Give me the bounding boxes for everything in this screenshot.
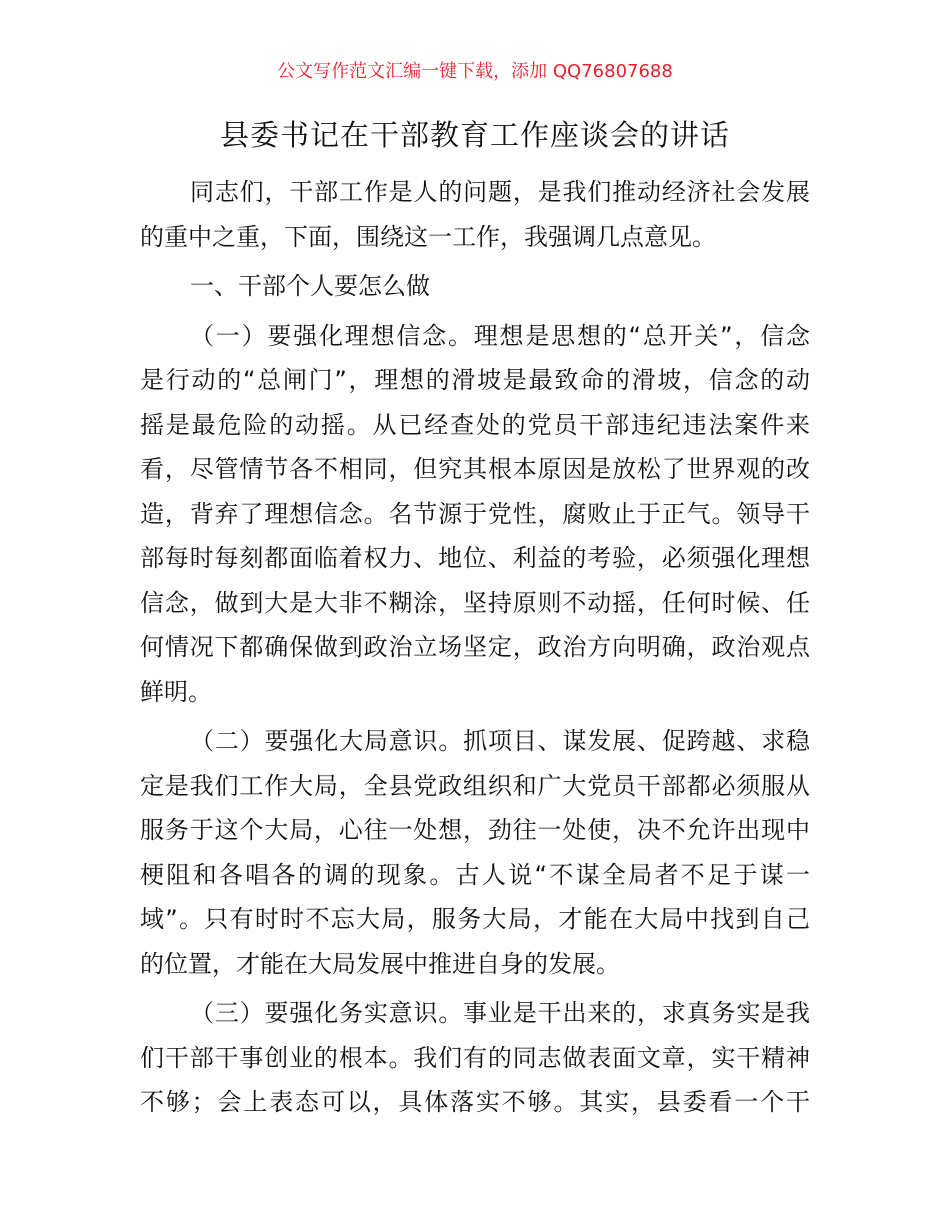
text-line: 是行动的“总闸门”，理想的滑坡是最致命的滑坡，信念的动 — [140, 366, 810, 394]
text-line: 不够；会上表态可以，具体落实不够。其实，县委看一个干 — [140, 1088, 810, 1116]
text-line: 看，尽管情节各不相同，但究其根本原因是放松了世界观的改 — [140, 455, 810, 483]
text-line: 域”。只有时时不忘大局，服务大局，才能在大局中找到自己 — [140, 905, 810, 933]
text-line: 的位置，才能在大局发展中推进自身的发展。 — [140, 949, 620, 978]
text-line: （二）要强化大局意识。抓项目、谋发展、促跨越、求稳 — [190, 727, 810, 755]
text-line: 定是我们工作大局，全县党政组织和广大党员干部都必须服从 — [140, 771, 810, 800]
text-line: 梗阻和各唱各的调的现象。古人说“不谋全局者不足于谋一 — [140, 860, 810, 889]
text-line: 服务于这个大局，心往一处想，劲往一处使，决不允许出现中 — [140, 816, 810, 844]
paragraph — [140, 719, 810, 986]
text-line: 何情况下都确保做到政治立场坚定，政治方向明确，政治观点 — [140, 633, 810, 661]
text-line: 造，背弃了理想信念。名节源于党性，腐败止于正气。领导干 — [140, 499, 810, 528]
paragraph — [140, 991, 810, 1125]
text-line: （一）要强化理想信念。理想是思想的“总开关”，信念 — [190, 321, 810, 350]
text-line: 的重中之重，下面，围绕这一工作，我强调几点意见。 — [140, 222, 716, 251]
document-body — [140, 170, 810, 1130]
text-line: 们干部干事创业的根本。我们有的同志做表面文章，实干精神 — [140, 1043, 810, 1072]
text-line: 摇是最危险的动摇。从已经查处的党员干部违纪违法案件来 — [140, 410, 810, 439]
text-line: 部每时每刻都面临着权力、地位、利益的考验，必须强化理想 — [140, 544, 810, 572]
text-line: （三）要强化务实意识。事业是干出来的，求真务实是我 — [190, 999, 810, 1027]
paragraph — [140, 264, 810, 309]
document-title: 县委书记在干部教育工作座谈会的讲话 — [219, 118, 730, 152]
paragraph — [140, 170, 810, 259]
paragraph — [140, 314, 810, 715]
watermark-header: 公文写作范文汇编一键下载，添加 QQ76807688 — [277, 61, 673, 82]
text-line: 一、干部个人要怎么做 — [190, 272, 430, 300]
text-line: 信念，做到大是大非不糊涂，坚持原则不动摇，任何时候、任 — [140, 588, 810, 617]
text-line: 鲜明。 — [140, 677, 212, 706]
text-line: 同志们，干部工作是人的问题，是我们推动经济社会发展 — [190, 178, 810, 206]
